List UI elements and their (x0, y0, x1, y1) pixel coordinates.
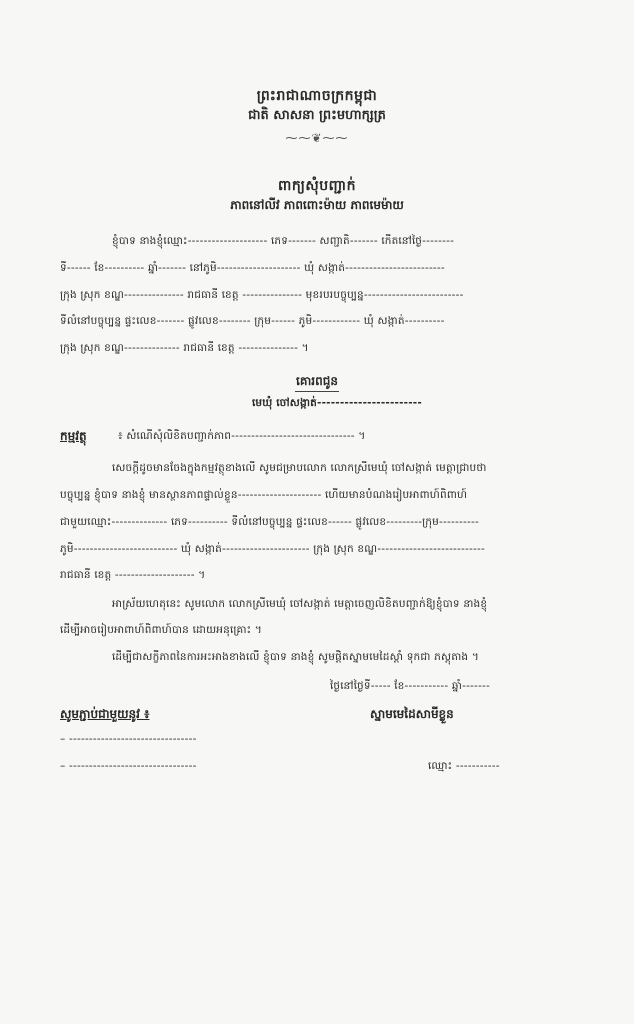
thumbprint-label: ស្នាមមេដៃសាមីខ្លួន (370, 707, 454, 721)
decorative-ornament-icon: ⁓⁓❦⁓⁓ (285, 131, 349, 145)
applicant-line-1: ខ្ញុំបាទ នាងខ្ញុំឈ្មោះ-------------------- ភេទ------- សញ្ជាតិ------- កើតនៅថ្ងៃ-------- (112, 235, 455, 247)
request-line-2: ដើម្បីអាចរៀបអាពាហ៍ពិពាហ៍បាន ដោយអនុគ្រោះ ។ (60, 624, 262, 636)
applicant-line-2: ទី------ ខែ---------- ឆ្នាំ------- នៅភូមិ--------------------- ឃុំ សង្កាត់------------------------- (60, 262, 445, 274)
subject-text: ៖ សំណើសុំលិខិតបញ្ជាក់ភាព------------------------------- ។ (118, 430, 366, 442)
national-motto: ជាតិ សាសនា ព្រះមហាក្សត្រ (248, 108, 386, 123)
body-line-2: បច្ចុប្បន្ន ខ្ញុំបាទ នាងខ្ញុំ មានស្ថានភាពផ្ទាល់ខ្លួន--------------------- ហើយមានបំណងរៀបអាពាហ៍ពិពាហ៍ (60, 489, 468, 501)
subject-label: កម្មវត្ថុ (60, 429, 87, 443)
respect-underline (295, 391, 339, 392)
respect-heading: គោរពជូន (296, 374, 338, 388)
body-line-3: ជាមួយឈ្មោះ-------------- ភេទ---------- ទីលំនៅបច្ចុប្បន្ន ផ្ទះលេខ------ ផ្លូវលេខ---------ក្រុម---------- (60, 516, 479, 528)
date-line: ថ្ងៃនៅថ្ងៃទី----- ខែ----------- ឆ្នាំ------- (330, 680, 491, 692)
form-subtitle: ភាពនៅលីវ ភាពពោះម៉ាយ ភាពមេម៉ាយ (230, 198, 404, 212)
request-line-1: អាស្រ័យហេតុនេះ សូមលោក លោកស្រីមេឃុំ ចៅសង្កាត់ មេត្តាចេញលិខិតបញ្ជាក់ឱ្យខ្ញុំបាទ នាងខ្ញុំ (112, 598, 488, 610)
form-title: ពាក្យសុំបញ្ជាក់ (278, 178, 356, 194)
recipient-line: មេឃុំ ចៅសង្កាត់----------------------- (252, 397, 422, 409)
attachment-item-2: – -------------------------------- (60, 760, 197, 772)
body-line-5: រាជធានី ខេត្ត -------------------- ។ (60, 569, 206, 581)
body-line-1: សេចក្តីដូចមានចែងក្នុងកម្មវត្ថុខាងលើ សូមជម្រាបលោក លោកស្រីមេឃុំ ចៅសង្កាត់ មេត្តាជ្រាបថា (112, 462, 487, 474)
applicant-line-3: ក្រុង ស្រុក ខណ្ឌ--------------- រាជធានី ខេត្ត --------------- មុខរបរបច្ចុប្បន្ន------------------------- (60, 289, 464, 301)
applicant-line-5: ក្រុង ស្រុក ខណ្ឌ-------------- រាជធានី ខេត្ត --------------- ។ (60, 342, 309, 354)
applicant-line-4: ទីលំនៅបច្ចុប្បន្ន ផ្ទះលេខ------- ផ្លូវលេខ-------- ក្រុម------ ភូមិ------------ ឃុំ សង្កាត់---------- (60, 315, 445, 327)
attachment-item-1: – -------------------------------- (60, 733, 197, 745)
attestation-line: ដើម្បីជាសក្ខីភាពនៃការអះអាងខាងលើ ខ្ញុំបាទ នាងខ្ញុំ សូមផ្តិតស្នាមមេដៃស្តាំ ទុកជា ភស្តុតាង ។ (112, 651, 479, 663)
attachments-label: សូមភ្ជាប់ជាមួយនូវ ៖ (60, 707, 150, 721)
body-line-4: ភូមិ-------------------------- ឃុំ សង្កាត់---------------------- ក្រុង ស្រុក ខណ្ឌ--------------------------- (60, 543, 485, 555)
signature-name-line: ឈ្មោះ ----------- (428, 760, 500, 772)
kingdom-heading: ព្រះរាជាណាចក្រកម្ពុជា (256, 88, 378, 104)
